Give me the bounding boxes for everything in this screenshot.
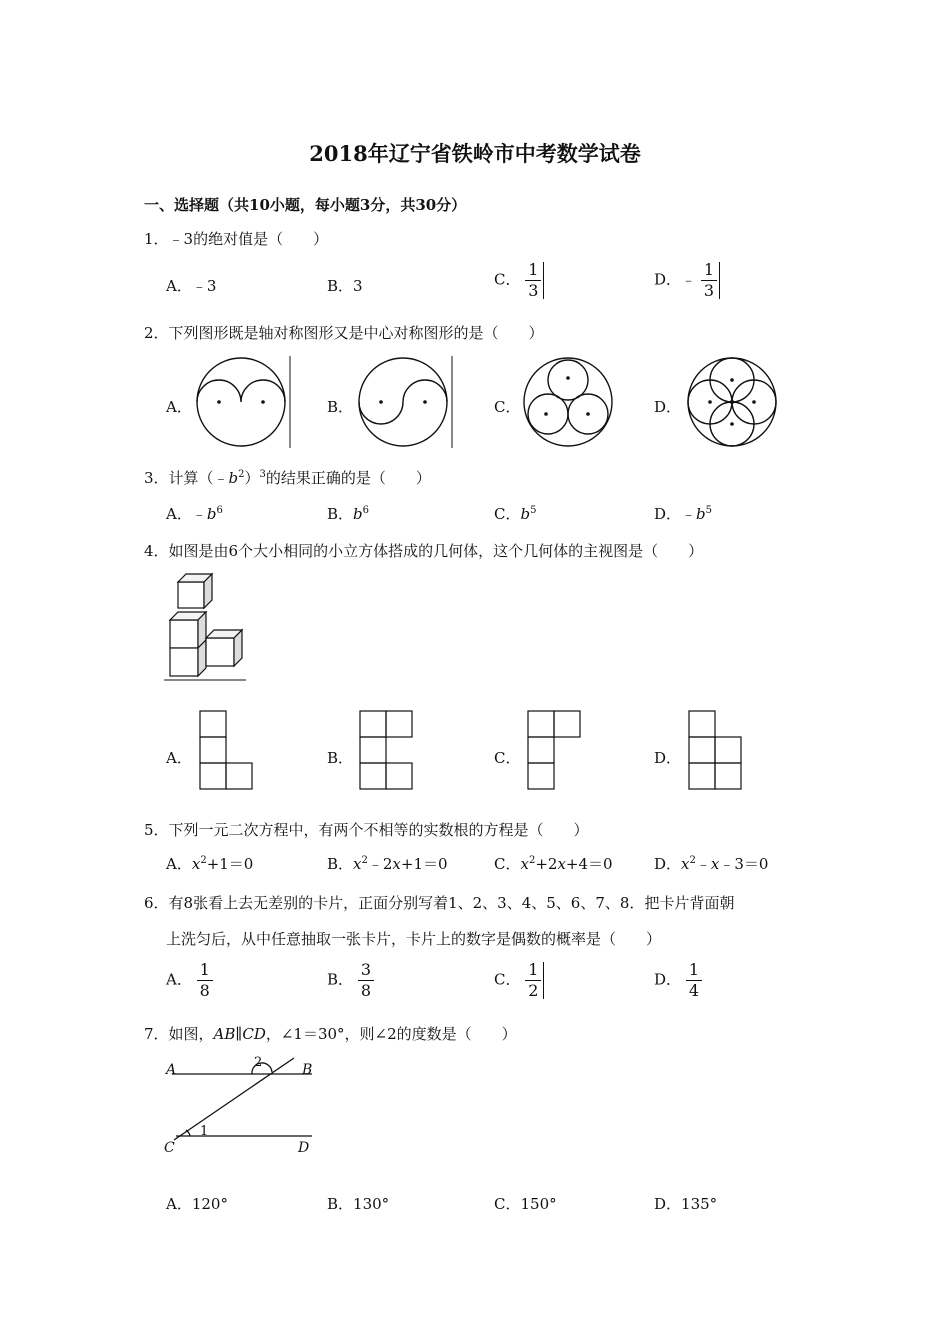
- q6-b-num: 3: [360, 960, 371, 979]
- q6-c-label: C．: [494, 970, 521, 989]
- q5-b-var2: x: [392, 855, 401, 873]
- q3-stem-mid: ）: [244, 469, 260, 487]
- q7-label-b: B: [302, 1062, 313, 1078]
- page-title: 2018年辽宁省铁岭市中考数学试卷: [309, 141, 641, 166]
- q6-d-num: 1: [688, 960, 699, 979]
- q7-label-a: A: [166, 1062, 177, 1078]
- q5-c-label: C．: [494, 855, 521, 873]
- q3-c-label: C．: [494, 505, 521, 523]
- q5-option-a: [166, 853, 253, 874]
- q1-option-b: B．3: [327, 277, 363, 295]
- q6-b-den: 8: [358, 980, 374, 999]
- question-1-stem: 1．﹣3的绝对值是（ ）: [144, 230, 329, 248]
- q7-parallel: ∥: [235, 1025, 243, 1043]
- q5-d-var2: x: [710, 855, 720, 873]
- q6-option-d: [654, 962, 702, 999]
- q1-c-fraction: [525, 262, 544, 299]
- q3-stem-prefix: 3．计算（﹣: [144, 469, 229, 487]
- q5-option-b: [327, 853, 448, 874]
- q5-a-var: x: [191, 855, 201, 873]
- q3-b-sup: 6: [362, 505, 370, 516]
- q3-stem-suffix: 的结果正确的是（ ）: [265, 469, 431, 487]
- q7-option-d: D．135°: [654, 1195, 718, 1213]
- q6-c-num: 1: [528, 960, 539, 979]
- q4-option-c: C．: [494, 749, 521, 767]
- q5-b-label: B．: [327, 855, 354, 873]
- q1-c-den: 3: [525, 280, 541, 299]
- q6-d-den: 4: [686, 980, 702, 999]
- question-4-stem: 4．如图是由6个大小相同的小立方体搭成的几何体，这个几何体的主视图是（ ）: [144, 542, 704, 560]
- q1-d-fraction: [701, 262, 720, 299]
- q6-a-label: A．: [166, 970, 192, 989]
- q6-option-c: [494, 962, 544, 999]
- q3-d-label: D．﹣: [654, 505, 697, 523]
- q5-option-c: [494, 853, 613, 874]
- q6-d-fraction: [686, 962, 702, 999]
- q3-c-var: b: [520, 505, 531, 523]
- q7-label-d: D: [298, 1140, 310, 1156]
- q3-a-var: b: [206, 505, 217, 523]
- q6-a-den: 8: [197, 980, 213, 999]
- q7-parallel-lines-figure: [164, 1050, 324, 1160]
- q6-b-fraction: [358, 962, 374, 999]
- question-5-stem: 5．下列一元二次方程中，有两个不相等的实数根的方程是（ ）: [144, 821, 589, 839]
- q6-c-fraction: [525, 962, 544, 999]
- section-heading: 一、选择题（共10小题，每小题3分，共30分）: [144, 196, 467, 214]
- q5-b-rest2: +1＝0: [400, 855, 448, 873]
- q5-d-label: D．: [654, 855, 682, 873]
- q7-angle-1: 1: [200, 1124, 209, 1139]
- q5-option-d: [654, 853, 768, 874]
- q5-a-sup: 2: [200, 855, 207, 866]
- q2-option-c: C．: [494, 398, 521, 416]
- q3-c-sup: 5: [530, 505, 537, 516]
- q3-a-label: A．﹣: [166, 505, 207, 523]
- q4-view-d: [688, 710, 744, 792]
- question-6-stem-line1: 6．有8张看上去无差别的卡片，正面分别写着1、2、3、4、5、6、7、8．把卡片背面朝: [144, 894, 735, 912]
- q5-d-sup: 2: [689, 855, 696, 866]
- q3-option-c: [494, 503, 536, 524]
- q6-a-num: 1: [199, 960, 210, 979]
- q4-option-d: D．: [654, 749, 682, 767]
- q3-a-sup: 6: [216, 505, 223, 516]
- q1-c-num: 1: [528, 260, 539, 279]
- q5-c-rest2: +4＝0: [565, 855, 613, 873]
- q1-option-d: [654, 262, 720, 299]
- q7-option-c: C．150°: [494, 1195, 557, 1213]
- q5-b-rest: ﹣2: [367, 855, 393, 873]
- q3-b-label: B．: [327, 505, 354, 523]
- q6-b-label: B．: [327, 970, 354, 989]
- question-3-stem: [144, 467, 431, 488]
- q3-b-var: b: [353, 505, 363, 523]
- q1-d-num: 1: [703, 260, 714, 279]
- q7-option-b: B．130°: [327, 1195, 390, 1213]
- q4-option-a: A．: [166, 749, 192, 767]
- q2-figure-a: [196, 356, 296, 448]
- q4-view-b: [359, 710, 415, 792]
- q7-angle-2: 2: [254, 1055, 263, 1070]
- q3-sup3: 3: [259, 469, 266, 480]
- q7-stem-suffix: ，∠1＝30°，则∠2的度数是（ ）: [265, 1025, 517, 1043]
- q7-option-a: A．120°: [166, 1195, 228, 1213]
- q7-ab: AB: [213, 1025, 236, 1043]
- q4-cube-solid-figure: [164, 572, 248, 684]
- q7-label-c: C: [164, 1140, 175, 1156]
- q5-b-var: x: [353, 855, 362, 873]
- q5-c-var2: x: [557, 855, 566, 873]
- q5-b-sup: 2: [361, 855, 368, 866]
- q5-c-sup: 2: [528, 855, 536, 866]
- q2-option-b: B．: [327, 398, 354, 416]
- q5-a-rest: +1＝0: [206, 855, 254, 873]
- q6-option-a: [166, 962, 213, 999]
- q5-d-var: x: [681, 855, 690, 873]
- q4-view-c: [527, 710, 583, 792]
- q6-a-fraction: [197, 962, 213, 999]
- q2-figure-b: [358, 356, 458, 448]
- q3-d-sup: 5: [705, 505, 713, 516]
- q6-option-b: [327, 962, 374, 999]
- q1-c-label: C．: [494, 270, 521, 289]
- q1-d-label: D．﹣: [654, 270, 697, 289]
- q5-d-rest: ﹣: [695, 855, 711, 873]
- q7-stem-prefix: 7．如图，: [144, 1025, 214, 1043]
- q2-option-a: A．: [166, 398, 192, 416]
- q3-sup2: 2: [238, 469, 245, 480]
- q7-cd: CD: [242, 1025, 266, 1043]
- q5-c-rest: +2: [535, 855, 558, 873]
- q4-option-b: B．: [327, 749, 354, 767]
- question-7-stem: [144, 1023, 517, 1044]
- q5-c-var: x: [520, 855, 529, 873]
- q2-figure-d: [686, 356, 778, 448]
- q1-option-c: [494, 262, 544, 299]
- q2-option-d: D．: [654, 398, 682, 416]
- q1-option-a: A．﹣3: [166, 277, 217, 295]
- q3-var-b: b: [228, 469, 239, 487]
- q4-view-a: [199, 710, 255, 792]
- q1-d-den: 3: [701, 280, 717, 299]
- q5-a-label: A．: [166, 855, 192, 873]
- question-2-stem: 2．下列图形既是轴对称图形又是中心对称图形的是（ ）: [144, 324, 544, 342]
- q5-d-rest2: ﹣3＝0: [719, 855, 769, 873]
- q6-d-label: D．: [654, 970, 682, 989]
- q3-option-d: [654, 503, 712, 524]
- q3-option-a: [166, 503, 223, 524]
- q2-figure-c: [522, 356, 614, 448]
- question-6-stem-line2: 上洗匀后，从中任意抽取一张卡片，卡片上的数字是偶数的概率是（ ）: [166, 930, 662, 948]
- q3-d-var: b: [696, 505, 706, 523]
- q6-c-den: 2: [525, 980, 541, 999]
- q3-option-b: [327, 503, 369, 524]
